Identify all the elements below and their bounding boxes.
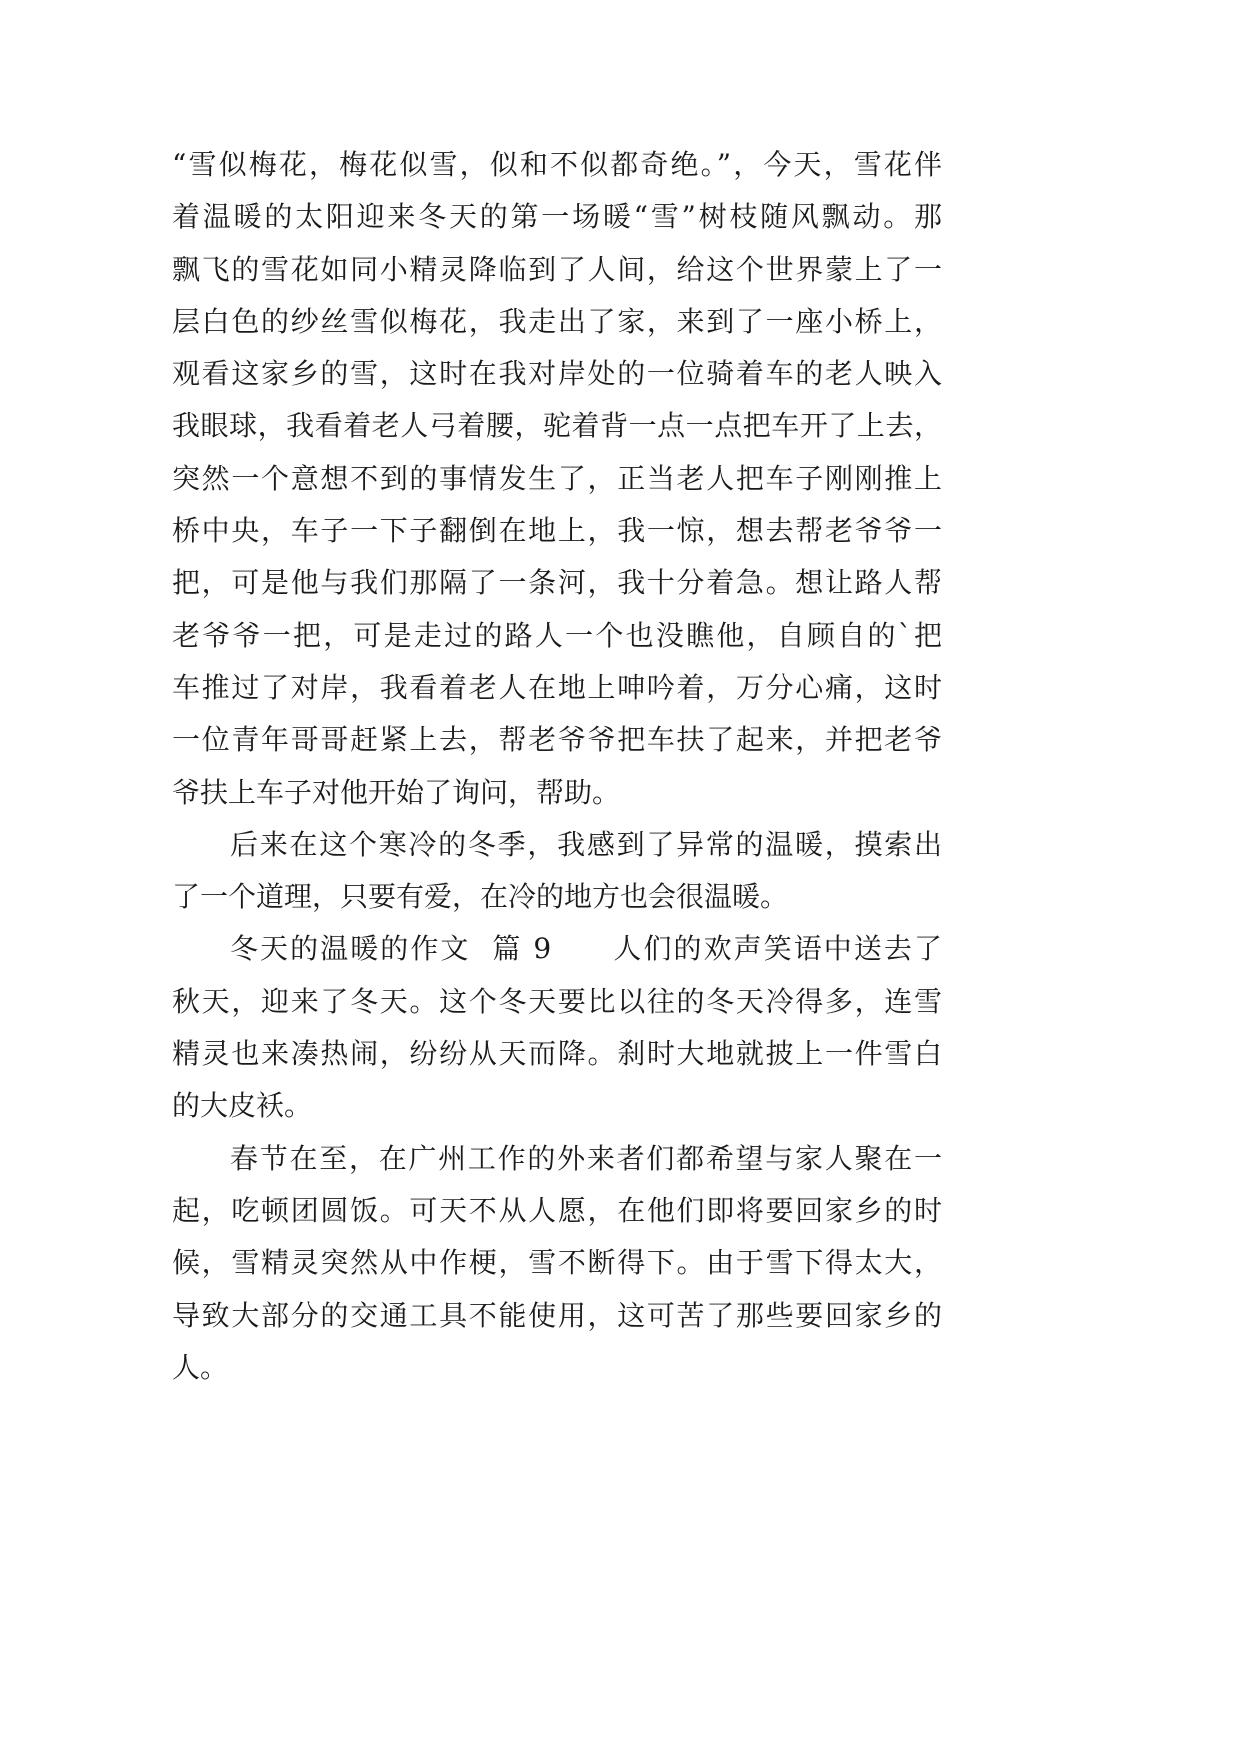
text-line: 一位青年哥哥赶紧上去，帮老爷爷把车扶了起来，并把老爷 <box>172 723 942 757</box>
text-line: 我眼球，我看着老人弓着腰，驼着背一点一点把车开了上去， <box>172 409 942 443</box>
text-line: 候，雪精灵突然从中作梗，雪不断得下。由于雪下得太大， <box>172 1246 942 1280</box>
text-line: 车推过了对岸，我看着老人在地上呻吟着，万分心痛，这时 <box>172 670 942 704</box>
text-line: 着温暖的太阳迎来冬天的第一场暖“雪”树枝随风飘动。那 <box>172 200 942 234</box>
section-heading-line: 冬天的温暖的作文 篇 9 人们的欢声笑语中送去了 <box>230 932 942 966</box>
text-line: 的大皮袄。 <box>172 1089 313 1123</box>
text-line: 桥中央，车子一下子翻倒在地上，我一惊，想去帮老爷爷一 <box>172 514 942 548</box>
text-line: 导致大部分的交通工具不能使用，这可苦了那些要回家乡的 <box>172 1298 942 1332</box>
text-line: 人。 <box>172 1350 229 1384</box>
body-text <box>172 139 942 1394</box>
text-line: 了一个道理，只要有爱，在冷的地方也会很温暖。 <box>172 880 789 914</box>
text-line: 起，吃顿团圆饭。可天不从人愿，在他们即将要回家乡的时 <box>172 1193 942 1227</box>
text-line: 突然一个意想不到的事情发生了，正当老人把车子刚刚推上 <box>172 461 942 495</box>
text-line: 观看这家乡的雪，这时在我对岸处的一位骑着车的老人映入 <box>172 357 942 391</box>
text-line: 精灵也来凑热闹，纷纷从天而降。刹时大地就披上一件雪白 <box>172 1037 942 1071</box>
text-line: 春节在至，在广州工作的外来者们都希望与家人聚在一 <box>230 1141 942 1175</box>
text-line: 把，可是他与我们那隔了一条河，我十分着急。想让路人帮 <box>172 566 942 600</box>
text-line: 层白色的纱丝雪似梅花，我走出了家，来到了一座小桥上， <box>172 304 942 338</box>
text-line: 老爷爷一把，可是走过的路人一个也没瞧他，自顾自的`把 <box>172 618 942 652</box>
text-line: 爷扶上车子对他开始了询问，帮助。 <box>172 775 621 809</box>
text-line: “雪似梅花，梅花似雪，似和不似都奇绝。”，今天，雪花伴 <box>172 148 942 181</box>
text-line: 后来在这个寒冷的冬季，我感到了异常的温暖，摸索出 <box>230 827 942 861</box>
text-line: 飘飞的雪花如同小精灵降临到了人间，给这个世界蒙上了一 <box>172 252 942 286</box>
text-line: 秋天，迎来了冬天。这个冬天要比以往的冬天冷得多，连雪 <box>172 984 942 1018</box>
